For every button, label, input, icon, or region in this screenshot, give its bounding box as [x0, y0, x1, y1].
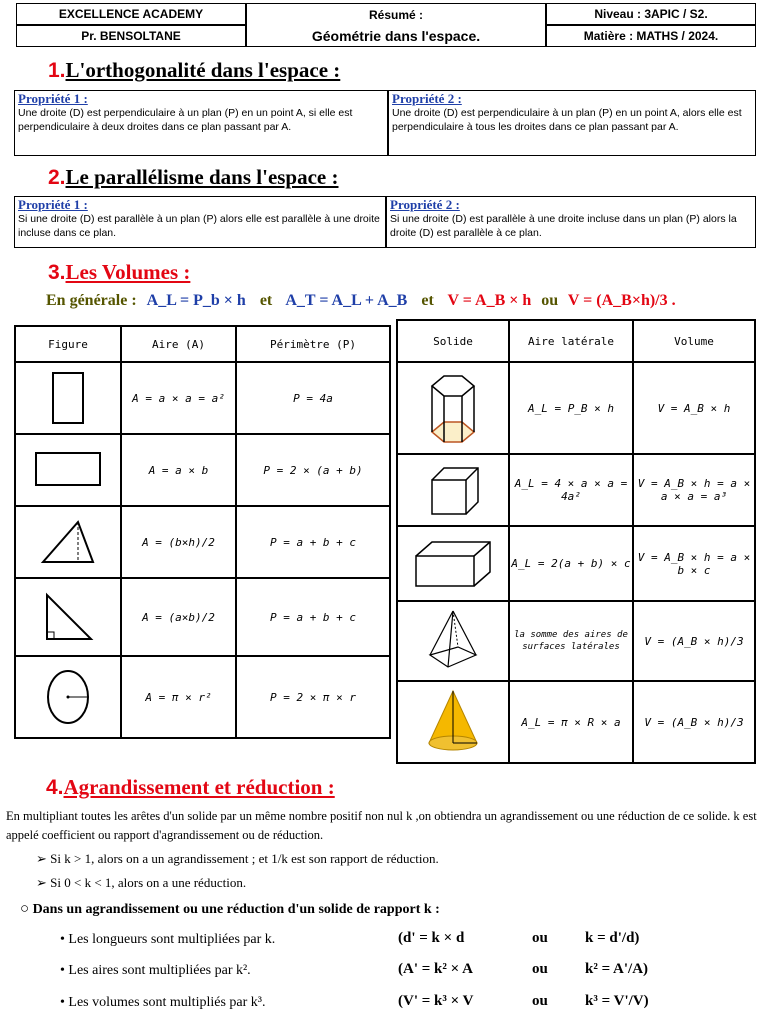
table-row [15, 362, 390, 434]
table-row [397, 681, 755, 763]
parallelism-property-2 [386, 196, 756, 248]
volume-cell: V = A_B × h = a × a × a = a³ [633, 454, 755, 526]
solids-table [396, 319, 756, 764]
table-row [15, 578, 390, 656]
arrow-icon: ➢ [36, 851, 47, 866]
property-text: Une droite (D) est perpendiculaire à un plan (P) en un point A, alors elle est perpendiculaire à tous les droites dans ce plan passant par A. [392, 107, 742, 133]
orthogonality-property-1 [14, 90, 388, 156]
or-word: ou [541, 292, 559, 309]
property-heading: Propriété 2 : [390, 197, 460, 212]
volume-cell: V = A_B × h = a × b × c [633, 526, 755, 601]
length-rule: • Les longueurs sont multipliées par k. [60, 932, 276, 947]
rule-title [20, 900, 440, 919]
property-text: Si une droite (D) est parallèle à une droite incluse dans un plan (P) alors la droite (D) est parallèle à ce plan. [390, 213, 737, 239]
rule-title-text: Dans un agrandissement ou une réduction d'un solide de rapport k : [32, 902, 440, 917]
perimetre-cell: P = 2 × (a + b) [236, 434, 390, 506]
volume-or: ou [532, 993, 548, 1009]
prism-figure [397, 362, 509, 454]
cuboid-figure [397, 526, 509, 601]
section-3-number: 3. [48, 261, 66, 284]
general-label: En générale : [46, 292, 137, 309]
aire-cell: A = a × b [121, 434, 236, 506]
section-2-text: Le parallélisme dans l'espace : [65, 165, 339, 189]
matiere-label: Matière : MATHS / 2024. [546, 25, 756, 47]
case-agrandissement [36, 849, 439, 868]
lateral-area-cell: A_L = π × R × a [509, 681, 633, 763]
circle-figure [15, 656, 121, 738]
area-rule: • Les aires sont multipliées par k². [60, 963, 251, 978]
table-header: Aire (A) [121, 326, 236, 362]
prism-volume-formula: V = A_B × h [447, 292, 532, 309]
table-row [397, 362, 755, 454]
lateral-area-formula: A_L = P_b × h [146, 292, 246, 309]
section-2-title [48, 165, 339, 190]
section-1-text: L'orthogonalité dans l'espace : [65, 58, 341, 82]
plane-figures-table [14, 325, 391, 739]
area-eq-2: k² = A'/A) [585, 961, 649, 977]
case-text: Si k > 1, alors on a un agrandissement ; et 1/k est son rapport de réduction. [50, 851, 439, 866]
doc-type: Résumé : [246, 3, 546, 25]
square-figure [15, 362, 121, 434]
school-name: EXCELLENCE ACADEMY [16, 3, 246, 25]
cube-figure [397, 454, 509, 526]
volume-cell: V = A_B × h [633, 362, 755, 454]
perimetre-cell: P = a + b + c [236, 578, 390, 656]
and-word: et [259, 292, 273, 309]
section-4-number: 4. [46, 776, 64, 799]
orthogonality-property-2 [388, 90, 756, 156]
lateral-area-cell: A_L = P_B × h [509, 362, 633, 454]
property-heading: Propriété 2 : [392, 91, 462, 106]
length-eq-2: k = d'/d) [585, 930, 640, 946]
pyramid-figure [397, 601, 509, 681]
property-text: Une droite (D) est perpendiculaire à un plan (P) en un point A, si elle est perpendiculaire à deux droites dans ce plan passant par A. [18, 107, 353, 133]
parallelism-property-1 [14, 196, 386, 248]
table-row [15, 656, 390, 738]
length-or: ou [532, 930, 548, 946]
arrow-icon: ➢ [36, 875, 47, 890]
total-area-formula: A_T = A_L + A_B [285, 292, 408, 309]
aire-cell: A = a × a = a² [121, 362, 236, 434]
length-eq-1: (d' = k × d [398, 930, 465, 946]
right-triangle-figure [15, 578, 121, 656]
table-header: Aire latérale [509, 320, 633, 362]
aire-cell: A = (b×h)/2 [121, 506, 236, 578]
section-3-title [48, 260, 190, 285]
volume-cell: V = (A_B × h)/3 [633, 681, 755, 763]
perimetre-cell: P = 4a [236, 362, 390, 434]
area-or: ou [532, 961, 548, 977]
area-eq-1: (A' = k² × A [398, 961, 473, 977]
volume-eq-2: k³ = V'/V) [585, 993, 649, 1009]
volume-rule: • Les volumes sont multipliés par k³. [60, 995, 266, 1010]
agrandissement-intro: En multipliant toutes les arêtes d'un solide par un même nombre positif non nul k ,on obtiendra un agrandissement ou une réduction de ce solide. k est appelé coefficient ou rapport d'agrandissement ou de réduction. [6, 809, 757, 842]
property-heading: Propriété 1 : [18, 91, 88, 106]
lateral-area-cell: A_L = 4 × a × a = 4a² [509, 454, 633, 526]
property-text: Si une droite (D) est parallèle à un plan (P) alors elle est parallèle à une droite incluse dans ce plan. [18, 213, 380, 239]
pyramid-volume-formula: V = (A_B×h)/3 . [567, 292, 676, 309]
perimetre-cell: P = 2 × π × r [236, 656, 390, 738]
rule-text: Les volumes sont multipliés par k³. [68, 995, 266, 1010]
lateral-area-cell: la somme des aires de surfaces latérales [509, 601, 633, 681]
volume-general-formulas [46, 292, 676, 310]
section-1-number: 1. [48, 59, 66, 82]
level-label: Niveau : 3APIC / S2. [546, 3, 756, 25]
table-row [397, 454, 755, 526]
table-header: Périmètre (P) [236, 326, 390, 362]
teacher-name: Pr. BENSOLTANE [16, 25, 246, 47]
table-row [15, 506, 390, 578]
lateral-area-cell: A_L = 2(a + b) × c [509, 526, 633, 601]
table-row [397, 601, 755, 681]
cone-figure [397, 681, 509, 763]
volume-eq-1: (V' = k³ × V [398, 993, 474, 1009]
section-1-title [48, 58, 340, 83]
section-3-text: Les Volumes : [65, 260, 191, 284]
case-reduction [36, 873, 246, 892]
perimetre-cell: P = a + b + c [236, 506, 390, 578]
table-header: Solide [397, 320, 509, 362]
aire-cell: A = (a×b)/2 [121, 578, 236, 656]
aire-cell: A = π × r² [121, 656, 236, 738]
rule-text: Les aires sont multipliées par k². [68, 963, 251, 978]
circle-bullet-icon: ○ [20, 901, 30, 917]
rectangle-figure [15, 434, 121, 506]
section-4-text: Agrandissement et réduction : [63, 775, 335, 799]
and-word: et [421, 292, 434, 309]
volume-cell: V = (A_B × h)/3 [633, 601, 755, 681]
triangle-figure [15, 506, 121, 578]
table-header: Volume [633, 320, 755, 362]
doc-subject-title: Géométrie dans l'espace. [246, 25, 546, 47]
section-2-number: 2. [48, 166, 66, 189]
property-heading: Propriété 1 : [18, 197, 88, 212]
section-4-title [46, 775, 335, 800]
table-header: Figure [15, 326, 121, 362]
case-text: Si 0 < k < 1, alors on a une réduction. [50, 875, 247, 890]
rule-text: Les longueurs sont multipliées par k. [68, 932, 276, 947]
table-row [15, 434, 390, 506]
table-row [397, 526, 755, 601]
